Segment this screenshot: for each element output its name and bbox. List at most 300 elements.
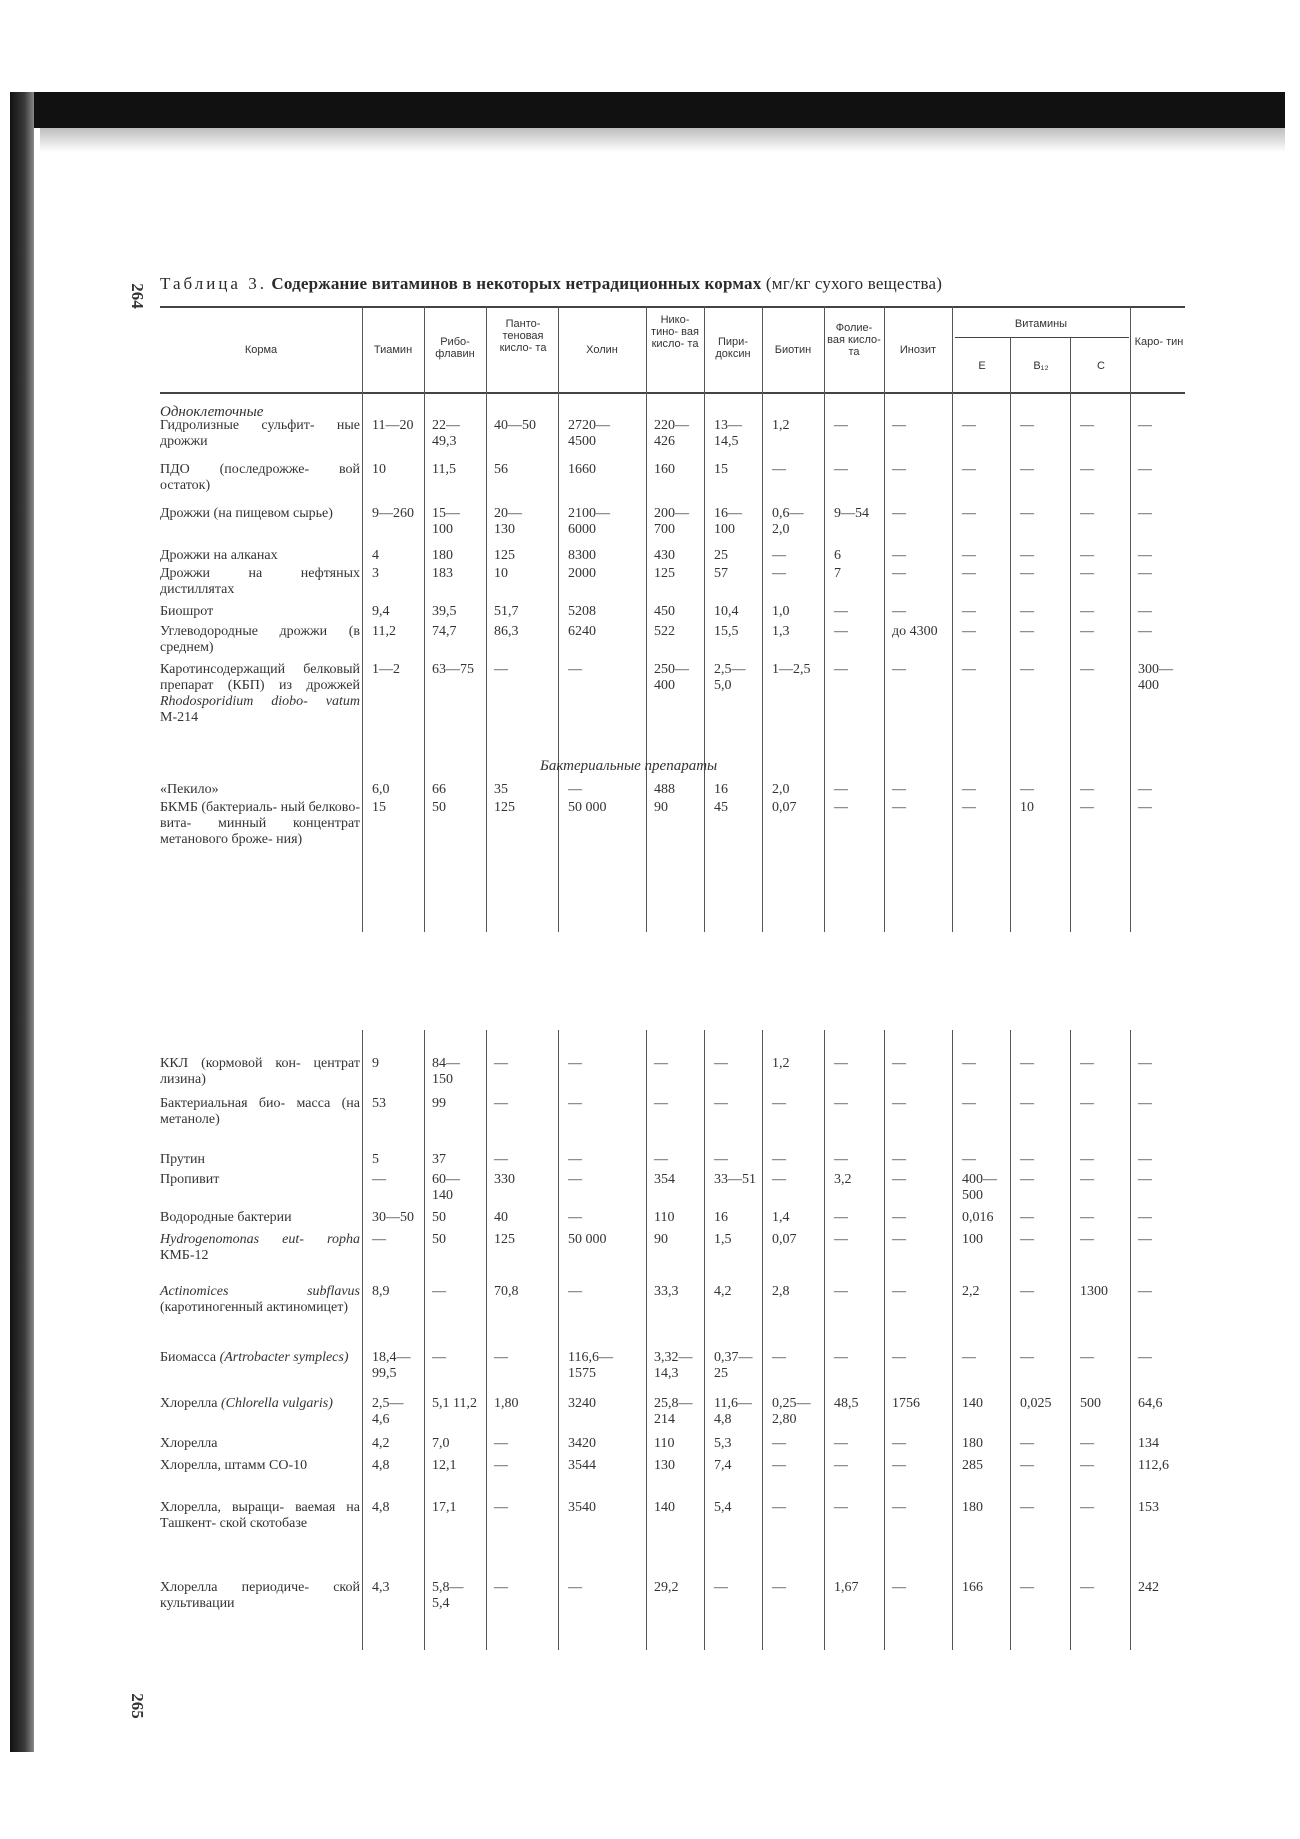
table-cell: 10: [494, 566, 508, 581]
table-cell: —: [892, 1436, 906, 1451]
table-cell: —: [892, 1056, 906, 1071]
table-cell: 1,2: [772, 418, 790, 433]
table-cell: —: [1080, 1172, 1094, 1187]
table-cell: —: [834, 1096, 848, 1111]
table-cell: 10: [1020, 800, 1034, 815]
feed-name: [160, 662, 360, 726]
column-divider: [558, 1030, 559, 1650]
table-cell: —: [834, 1056, 848, 1071]
table-cell: —: [892, 604, 906, 619]
table-cell: 1,80: [494, 1396, 519, 1411]
table-cell: 86,3: [494, 624, 519, 639]
table-cell: 11,5: [432, 462, 456, 477]
table-cell: —: [714, 1580, 728, 1595]
table-cell: 63—75: [432, 662, 474, 677]
header-divider: [424, 306, 425, 392]
table-cell: —: [714, 1152, 728, 1167]
feed-name-text: Хлорелла: [160, 1436, 218, 1451]
feed-name-text: Пропивит: [160, 1172, 220, 1187]
table-cell: —: [1080, 1436, 1094, 1451]
table-cell: 33—51: [714, 1172, 756, 1187]
table-cell: —: [892, 1350, 906, 1365]
table-cell: —: [1080, 1350, 1094, 1365]
table-cell: 6: [834, 548, 841, 563]
feed-name: [160, 1096, 360, 1128]
table-cell: —: [962, 1056, 976, 1071]
table-cell: 522: [654, 624, 675, 639]
table-cell: 116,6— 1575: [568, 1350, 613, 1381]
table-cell: —: [432, 1350, 446, 1365]
feed-name: [160, 1396, 360, 1412]
table-cell: 60— 140: [432, 1172, 460, 1203]
feed-name-text: Биошрот: [160, 604, 214, 619]
table-cell: 285: [962, 1458, 983, 1473]
table-cell: 3540: [568, 1500, 596, 1515]
feed-name-text: ПДО (последрожже- вой остаток): [160, 462, 360, 493]
table-cell: 5,8— 5,4: [432, 1580, 464, 1611]
feed-name-text: Хлорелла, штамм СО-10: [160, 1458, 308, 1473]
table-cell: —: [1080, 604, 1094, 619]
table-cell: 100: [962, 1232, 983, 1247]
table-cell: —: [772, 1500, 786, 1515]
table-cell: —: [834, 604, 848, 619]
table-cell: 9—260: [372, 506, 414, 521]
table-cell: 220— 426: [654, 418, 689, 449]
feed-name: [160, 1436, 360, 1452]
feed-name-text: Водородные бактерии: [160, 1210, 292, 1225]
table-cell: —: [1080, 662, 1094, 677]
table-cell: 6240: [568, 624, 596, 639]
table-cell: —: [1020, 506, 1034, 521]
header-divider: [646, 306, 647, 392]
table-cell: 5: [372, 1152, 379, 1167]
table-cell: —: [494, 1458, 508, 1473]
table-cell: —: [494, 1580, 508, 1595]
table-cell: 29,2: [654, 1580, 679, 1595]
table-cell: 22— 49,3: [432, 418, 460, 449]
table-cell: —: [892, 1458, 906, 1473]
table-cell: 354: [654, 1172, 675, 1187]
feed-name: [160, 548, 360, 564]
table-cell: 35: [494, 782, 508, 797]
table-cell: 125: [654, 566, 675, 581]
table-cell: 11,6— 4,8: [714, 1396, 752, 1427]
table-cell: 64,6: [1138, 1396, 1163, 1411]
table-cell: 48,5: [834, 1396, 859, 1411]
table-cell: —: [372, 1232, 386, 1247]
table-cell: 20— 130: [494, 506, 522, 537]
table-cell: —: [834, 1284, 848, 1299]
col-header-pyridoxine: Пири- доксин: [715, 336, 751, 360]
col-header-riboflavin: Рибо- флавин: [435, 336, 475, 360]
column-divider: [884, 1030, 885, 1650]
col-header-choline: Холин: [586, 344, 618, 356]
col-header-biotin: Биотин: [774, 344, 812, 356]
feed-name: [160, 1232, 360, 1264]
table-cell: 180: [962, 1500, 983, 1515]
table-cell: 183: [432, 566, 453, 581]
table-cell: 1,3: [772, 624, 790, 639]
table-cell: —: [654, 1096, 668, 1111]
table-cell: —: [892, 1232, 906, 1247]
scan-border-left: [10, 92, 34, 1752]
table-cell: —: [1138, 1152, 1152, 1167]
table-cell: —: [1138, 462, 1152, 477]
table-cell: —: [1020, 1436, 1034, 1451]
table-heading: Содержание витаминов в некоторых нетрадиционных кормах: [271, 274, 762, 293]
table-cell: —: [654, 1152, 668, 1167]
table-cell: —: [772, 1152, 786, 1167]
table-cell: —: [772, 1436, 786, 1451]
table-cell: —: [772, 548, 786, 563]
table-cell: 12,1: [432, 1458, 457, 1473]
column-divider: [1010, 1030, 1011, 1650]
table-cell: —: [1138, 1232, 1152, 1247]
column-divider: [952, 1030, 953, 1650]
table-cell: 2,2: [962, 1284, 980, 1299]
table-cell: —: [1138, 418, 1152, 433]
column-divider: [952, 392, 953, 932]
column-divider: [362, 392, 363, 932]
table-cell: 450: [654, 604, 675, 619]
feed-name: [160, 418, 360, 450]
table-cell: 0,37— 25: [714, 1350, 753, 1381]
feed-name-text: Дрожжи на нефтяных дистиллятах: [160, 566, 360, 597]
table-cell: —: [1080, 566, 1094, 581]
table-cell: —: [892, 1172, 906, 1187]
table-cell: 4,2: [714, 1284, 732, 1299]
table-cell: —: [1020, 1284, 1034, 1299]
table-cell: —: [892, 1284, 906, 1299]
table-cell: 16: [714, 782, 728, 797]
table-cell: 4,8: [372, 1500, 390, 1515]
table-cell: —: [834, 418, 848, 433]
table-cell: 50: [432, 1232, 446, 1247]
table-cell: —: [1020, 624, 1034, 639]
table-cell: 9: [372, 1056, 379, 1071]
table-cell: 15— 100: [432, 506, 460, 537]
table-cell: 153: [1138, 1500, 1159, 1515]
feed-name: [160, 1350, 360, 1366]
column-divider: [824, 1030, 825, 1650]
table-cell: —: [1138, 1284, 1152, 1299]
table-cell: —: [834, 1436, 848, 1451]
table-cell: 166: [962, 1580, 983, 1595]
feed-name-text: Хлорелла, выращи- ваемая на Ташкент- ской скотобазе: [160, 1500, 360, 1531]
feed-name-text: Дрожжи на алканах: [160, 548, 278, 563]
feed-name: [160, 1172, 360, 1188]
table-cell: —: [962, 1152, 976, 1167]
table-cell: —: [1020, 566, 1034, 581]
table-cell: 3: [372, 566, 379, 581]
col-header-feed: Корма: [244, 344, 278, 356]
table-cell: —: [1020, 548, 1034, 563]
table-cell: 7,4: [714, 1458, 732, 1473]
header-divider: [704, 306, 705, 392]
feed-name-text: «Пекило»: [160, 782, 219, 797]
feed-name: [160, 1284, 360, 1316]
table-cell: —: [834, 662, 848, 677]
table-cell: 2,5— 4,6: [372, 1396, 404, 1427]
table-label: Таблица 3.: [160, 274, 267, 293]
table-cell: —: [1020, 1350, 1034, 1365]
table-cell: 0,016: [962, 1210, 994, 1225]
header-divider: [558, 306, 559, 392]
header-divider: [1070, 337, 1071, 392]
table-cell: 1,0: [772, 604, 790, 619]
table-cell: 1,2: [772, 1056, 790, 1071]
table-cell: —: [892, 418, 906, 433]
table-cell: —: [772, 462, 786, 477]
table-cell: —: [962, 662, 976, 677]
table-cell: 50: [432, 800, 446, 815]
table-cell: —: [1138, 800, 1152, 815]
section-single-cell: Одноклеточные: [160, 404, 264, 420]
table-cell: —: [568, 782, 582, 797]
table-cell: 1300: [1080, 1284, 1108, 1299]
table-cell: 0,25— 2,80: [772, 1396, 811, 1427]
table-cell: —: [962, 604, 976, 619]
table-units: (мг/кг сухого вещества): [765, 274, 943, 293]
table-cell: 70,8: [494, 1284, 519, 1299]
header-divider: [952, 306, 953, 392]
table-cell: —: [1080, 1152, 1094, 1167]
table-cell: 125: [494, 1232, 515, 1247]
table-cell: —: [568, 1172, 582, 1187]
feed-name-text: Бактериальная био- масса (на метаноле): [160, 1096, 360, 1127]
table-cell: —: [1080, 1096, 1094, 1111]
column-divider: [362, 1030, 363, 1650]
feed-name: [160, 1056, 360, 1088]
table-cell: —: [494, 1056, 508, 1071]
table-cell: —: [1020, 1056, 1034, 1071]
column-divider: [558, 392, 559, 932]
table-cell: 3420: [568, 1436, 596, 1451]
table-cell: —: [568, 1210, 582, 1225]
table-cell: 4,8: [372, 1458, 390, 1473]
table-cell: —: [834, 1458, 848, 1473]
table-cell: —: [1080, 462, 1094, 477]
table-cell: —: [772, 1172, 786, 1187]
table-cell: —: [714, 1096, 728, 1111]
table-cell: —: [1080, 506, 1094, 521]
table-cell: 9,4: [372, 604, 390, 619]
table-cell: 3,32— 14,3: [654, 1350, 693, 1381]
table-cell: —: [962, 800, 976, 815]
table-cell: 4,2: [372, 1436, 390, 1451]
table-cell: —: [772, 1350, 786, 1365]
table-cell: 2720— 4500: [568, 418, 610, 449]
table-cell: —: [1020, 1096, 1034, 1111]
table-cell: 50: [432, 1210, 446, 1225]
section-bacterial: Бактериальные препараты: [540, 758, 718, 774]
table-cell: —: [1020, 1580, 1034, 1595]
header-bottom-rule: [160, 392, 1185, 394]
table-cell: 90: [654, 800, 668, 815]
table-cell: 0,025: [1020, 1396, 1052, 1411]
header-divider: [1130, 306, 1131, 392]
column-divider: [1070, 1030, 1071, 1650]
table-cell: —: [1020, 1152, 1034, 1167]
table-cell: 0,07: [772, 1232, 797, 1247]
header-divider: [1010, 337, 1011, 392]
feed-name-suffix: КМБ-12: [160, 1248, 209, 1263]
table-cell: 1—2,5: [772, 662, 811, 677]
table-cell: —: [892, 662, 906, 677]
table-cell: 125: [494, 800, 515, 815]
table-cell: —: [1020, 604, 1034, 619]
feed-name-text: Каротинсодержащий белковый препарат (КБП) из дрожжей: [160, 662, 360, 693]
table-cell: 90: [654, 1232, 668, 1247]
table-cell: —: [772, 1096, 786, 1111]
table-cell: 40—50: [494, 418, 536, 433]
col-header-vitamins: Витамины: [1014, 318, 1068, 330]
table-cell: —: [1138, 506, 1152, 521]
table-cell: 25,8— 214: [654, 1396, 693, 1427]
table-cell: 50 000: [568, 1232, 607, 1247]
feed-name-text: Дрожжи (на пищевом сырье): [160, 506, 333, 521]
feed-name-text: Углеводородные дрожжи (в среднем): [160, 624, 360, 655]
table-cell: —: [892, 1210, 906, 1225]
table-cell: 8300: [568, 548, 596, 563]
table-cell: —: [892, 1580, 906, 1595]
table-cell: —: [834, 1152, 848, 1167]
table-cell: —: [1080, 1500, 1094, 1515]
table-cell: —: [892, 1096, 906, 1111]
feed-name-latin: (Artrobacter symplecs): [219, 1350, 349, 1365]
table-cell: 10: [372, 462, 386, 477]
table-cell: —: [772, 1458, 786, 1473]
table-cell: —: [494, 1096, 508, 1111]
col-header-vit-b12: B₁₂: [1033, 360, 1049, 372]
table-cell: —: [568, 1152, 582, 1167]
feed-name-latin: Rhodosporidium diobo- vatum: [160, 694, 360, 709]
table-cell: —: [568, 1284, 582, 1299]
table-cell: 300— 400: [1138, 662, 1173, 693]
table-cell: —: [1080, 1458, 1094, 1473]
table-cell: 160: [654, 462, 675, 477]
table-cell: —: [494, 1436, 508, 1451]
col-header-vit-e: E: [978, 360, 986, 372]
feed-name: [160, 1580, 360, 1612]
header-top-rule: [160, 306, 1185, 308]
table-cell: —: [834, 1232, 848, 1247]
table-cell: до 4300: [892, 624, 938, 639]
header-divider: [486, 306, 487, 392]
column-divider: [424, 1030, 425, 1650]
table-cell: —: [962, 506, 976, 521]
table-cell: 30—50: [372, 1210, 414, 1225]
table-cell: —: [772, 566, 786, 581]
table-cell: 7,0: [432, 1436, 450, 1451]
table-cell: 2100— 6000: [568, 506, 610, 537]
table-cell: —: [1020, 1500, 1034, 1515]
table-cell: 7: [834, 566, 841, 581]
table-cell: 11,2: [372, 624, 396, 639]
table-cell: 15: [714, 462, 728, 477]
table-cell: 11—20: [372, 418, 414, 433]
header-divider: [824, 306, 825, 392]
table-cell: —: [1080, 800, 1094, 815]
table-cell: —: [1020, 418, 1034, 433]
feed-name-latin: Actinomices subflavus: [160, 1284, 360, 1299]
table-cell: —: [494, 662, 508, 677]
table-cell: —: [892, 548, 906, 563]
column-divider: [1130, 1030, 1131, 1650]
table-cell: 39,5: [432, 604, 457, 619]
table-title: [160, 274, 942, 294]
feed-name: [160, 1152, 360, 1168]
table-cell: 51,7: [494, 604, 519, 619]
table-cell: 250— 400: [654, 662, 689, 693]
feed-name-suffix: М-214: [160, 710, 199, 725]
table-cell: 5208: [568, 604, 596, 619]
table-cell: —: [1020, 1172, 1034, 1187]
table-cell: 140: [654, 1500, 675, 1515]
header-divider: [762, 306, 763, 392]
page-number-top: 264: [127, 283, 147, 309]
col-header-thiamine: Тиамин: [373, 344, 413, 356]
header-divider: [884, 306, 885, 392]
table-cell: 5,1 11,2: [432, 1396, 477, 1411]
table-cell: —: [962, 418, 976, 433]
table-cell: —: [962, 624, 976, 639]
table-cell: —: [494, 1350, 508, 1365]
table-cell: —: [892, 566, 906, 581]
table-cell: —: [1138, 782, 1152, 797]
table-cell: 40: [494, 1210, 508, 1225]
table-cell: —: [962, 566, 976, 581]
table-cell: 10,4: [714, 604, 739, 619]
table-cell: —: [834, 800, 848, 815]
table-cell: 180: [432, 548, 453, 563]
feed-name: [160, 462, 360, 494]
table-cell: 50 000: [568, 800, 607, 815]
table-cell: 3544: [568, 1458, 596, 1473]
feed-name: [160, 506, 360, 522]
feed-name-text: Гидролизные сульфит- ные дрожжи: [160, 418, 360, 449]
table-cell: 130: [654, 1458, 675, 1473]
table-cell: —: [714, 1056, 728, 1071]
table-cell: 53: [372, 1096, 386, 1111]
table-cell: —: [892, 1500, 906, 1515]
table-cell: 0,07: [772, 800, 797, 815]
column-divider: [646, 1030, 647, 1650]
feed-name-text: БКМБ (бактериаль- ный белково-вита- минный концентрат метанового броже- ния): [160, 800, 360, 847]
table-cell: —: [892, 782, 906, 797]
feed-name-text: Прутин: [160, 1152, 206, 1167]
feed-name-text: Биомасса: [160, 1350, 217, 1365]
table-cell: 2,0: [772, 782, 790, 797]
table-cell: —: [1020, 1232, 1034, 1247]
table-cell: —: [892, 462, 906, 477]
table-cell: —: [834, 462, 848, 477]
table-cell: —: [892, 506, 906, 521]
table-cell: —: [1138, 624, 1152, 639]
table-cell: 17,1: [432, 1500, 457, 1515]
column-divider: [486, 1030, 487, 1650]
feed-name-latin: (Chlorella vulgaris): [221, 1396, 333, 1411]
table-cell: —: [1020, 662, 1034, 677]
table-cell: 4,3: [372, 1580, 390, 1595]
column-divider: [704, 1030, 705, 1650]
scan-border-top: [10, 92, 1285, 128]
table-cell: 3,2: [834, 1172, 852, 1187]
table-cell: —: [1080, 1210, 1094, 1225]
table-cell: —: [568, 1580, 582, 1595]
column-divider: [762, 1030, 763, 1650]
table-cell: —: [892, 1152, 906, 1167]
